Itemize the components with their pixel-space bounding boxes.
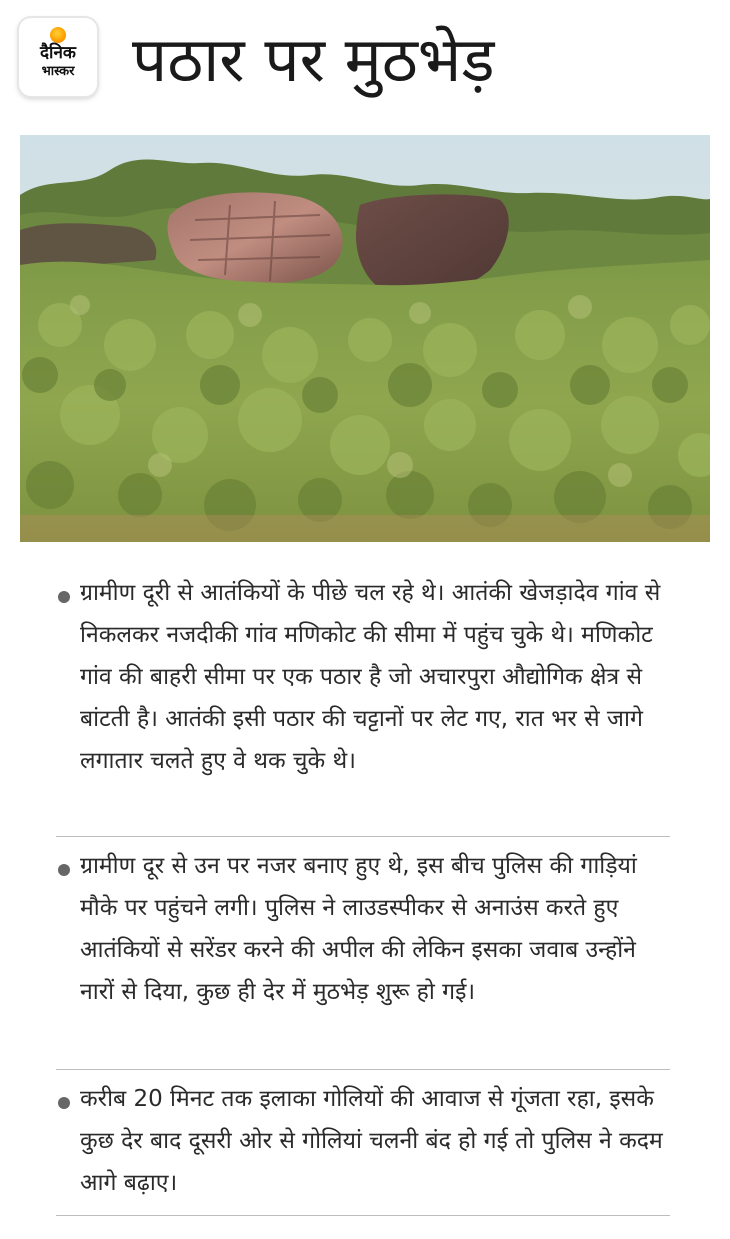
logo-text-line2: भास्कर <box>41 64 75 79</box>
bullet-icon <box>58 864 70 876</box>
landscape-photo <box>20 135 710 542</box>
list-item <box>56 1078 672 1204</box>
divider <box>56 836 670 837</box>
divider <box>56 1069 670 1070</box>
list-item-text: ग्रामीण दूरी से आतंकियों के पीछे चल रहे थे। आतंकी खेजड़ादेव गांव से निकलकर नजदीकी गांव मणिकोट की सीमा में पहुंच चुके थे। मणिकोट गांव की बाहरी सीमा पर एक पठार है जो अचारपुरा औद्योगिक क्षेत्र से बांटती है। आतंकी इसी पठार की चट्टानों पर लेट गए, रात भर से जागे लगातार चलते हुए वे थक चुके थे। <box>80 580 661 774</box>
list-item-text: करीब 20 मिनट तक इलाका गोलियों की आवाज से गूंजता रहा, इसके कुछ देर बाद दूसरी ओर से गोलियां चलनी बंद हो गई तो पुलिस ने कदम आगे बढ़ाए। <box>80 1086 663 1196</box>
list-item <box>56 572 672 782</box>
bullet-icon <box>58 1097 70 1109</box>
divider <box>56 1215 670 1216</box>
dainik-bhaskar-logo[interactable] <box>19 18 97 96</box>
logo-text-line1: दैनिक <box>40 43 76 63</box>
list-item-text: ग्रामीण दूर से उन पर नजर बनाए हुए थे, इस बीच पुलिस की गाड़ियां मौके पर पहुंचने लगी। पुलिस ने लाउडस्पीकर से अनाउंस करते हुए आतंकियों से सरेंडर करने की अपील की लेकिन इसका जवाब उन्होंने नारों से दिया, कुछ ही देर में मुठभेड़ शुरू हो गई। <box>80 853 637 1005</box>
bullet-icon <box>58 591 70 603</box>
page-title: पठार पर मुठभेड़ <box>132 23 495 96</box>
list-item <box>56 845 672 1013</box>
sun-icon <box>50 27 66 43</box>
